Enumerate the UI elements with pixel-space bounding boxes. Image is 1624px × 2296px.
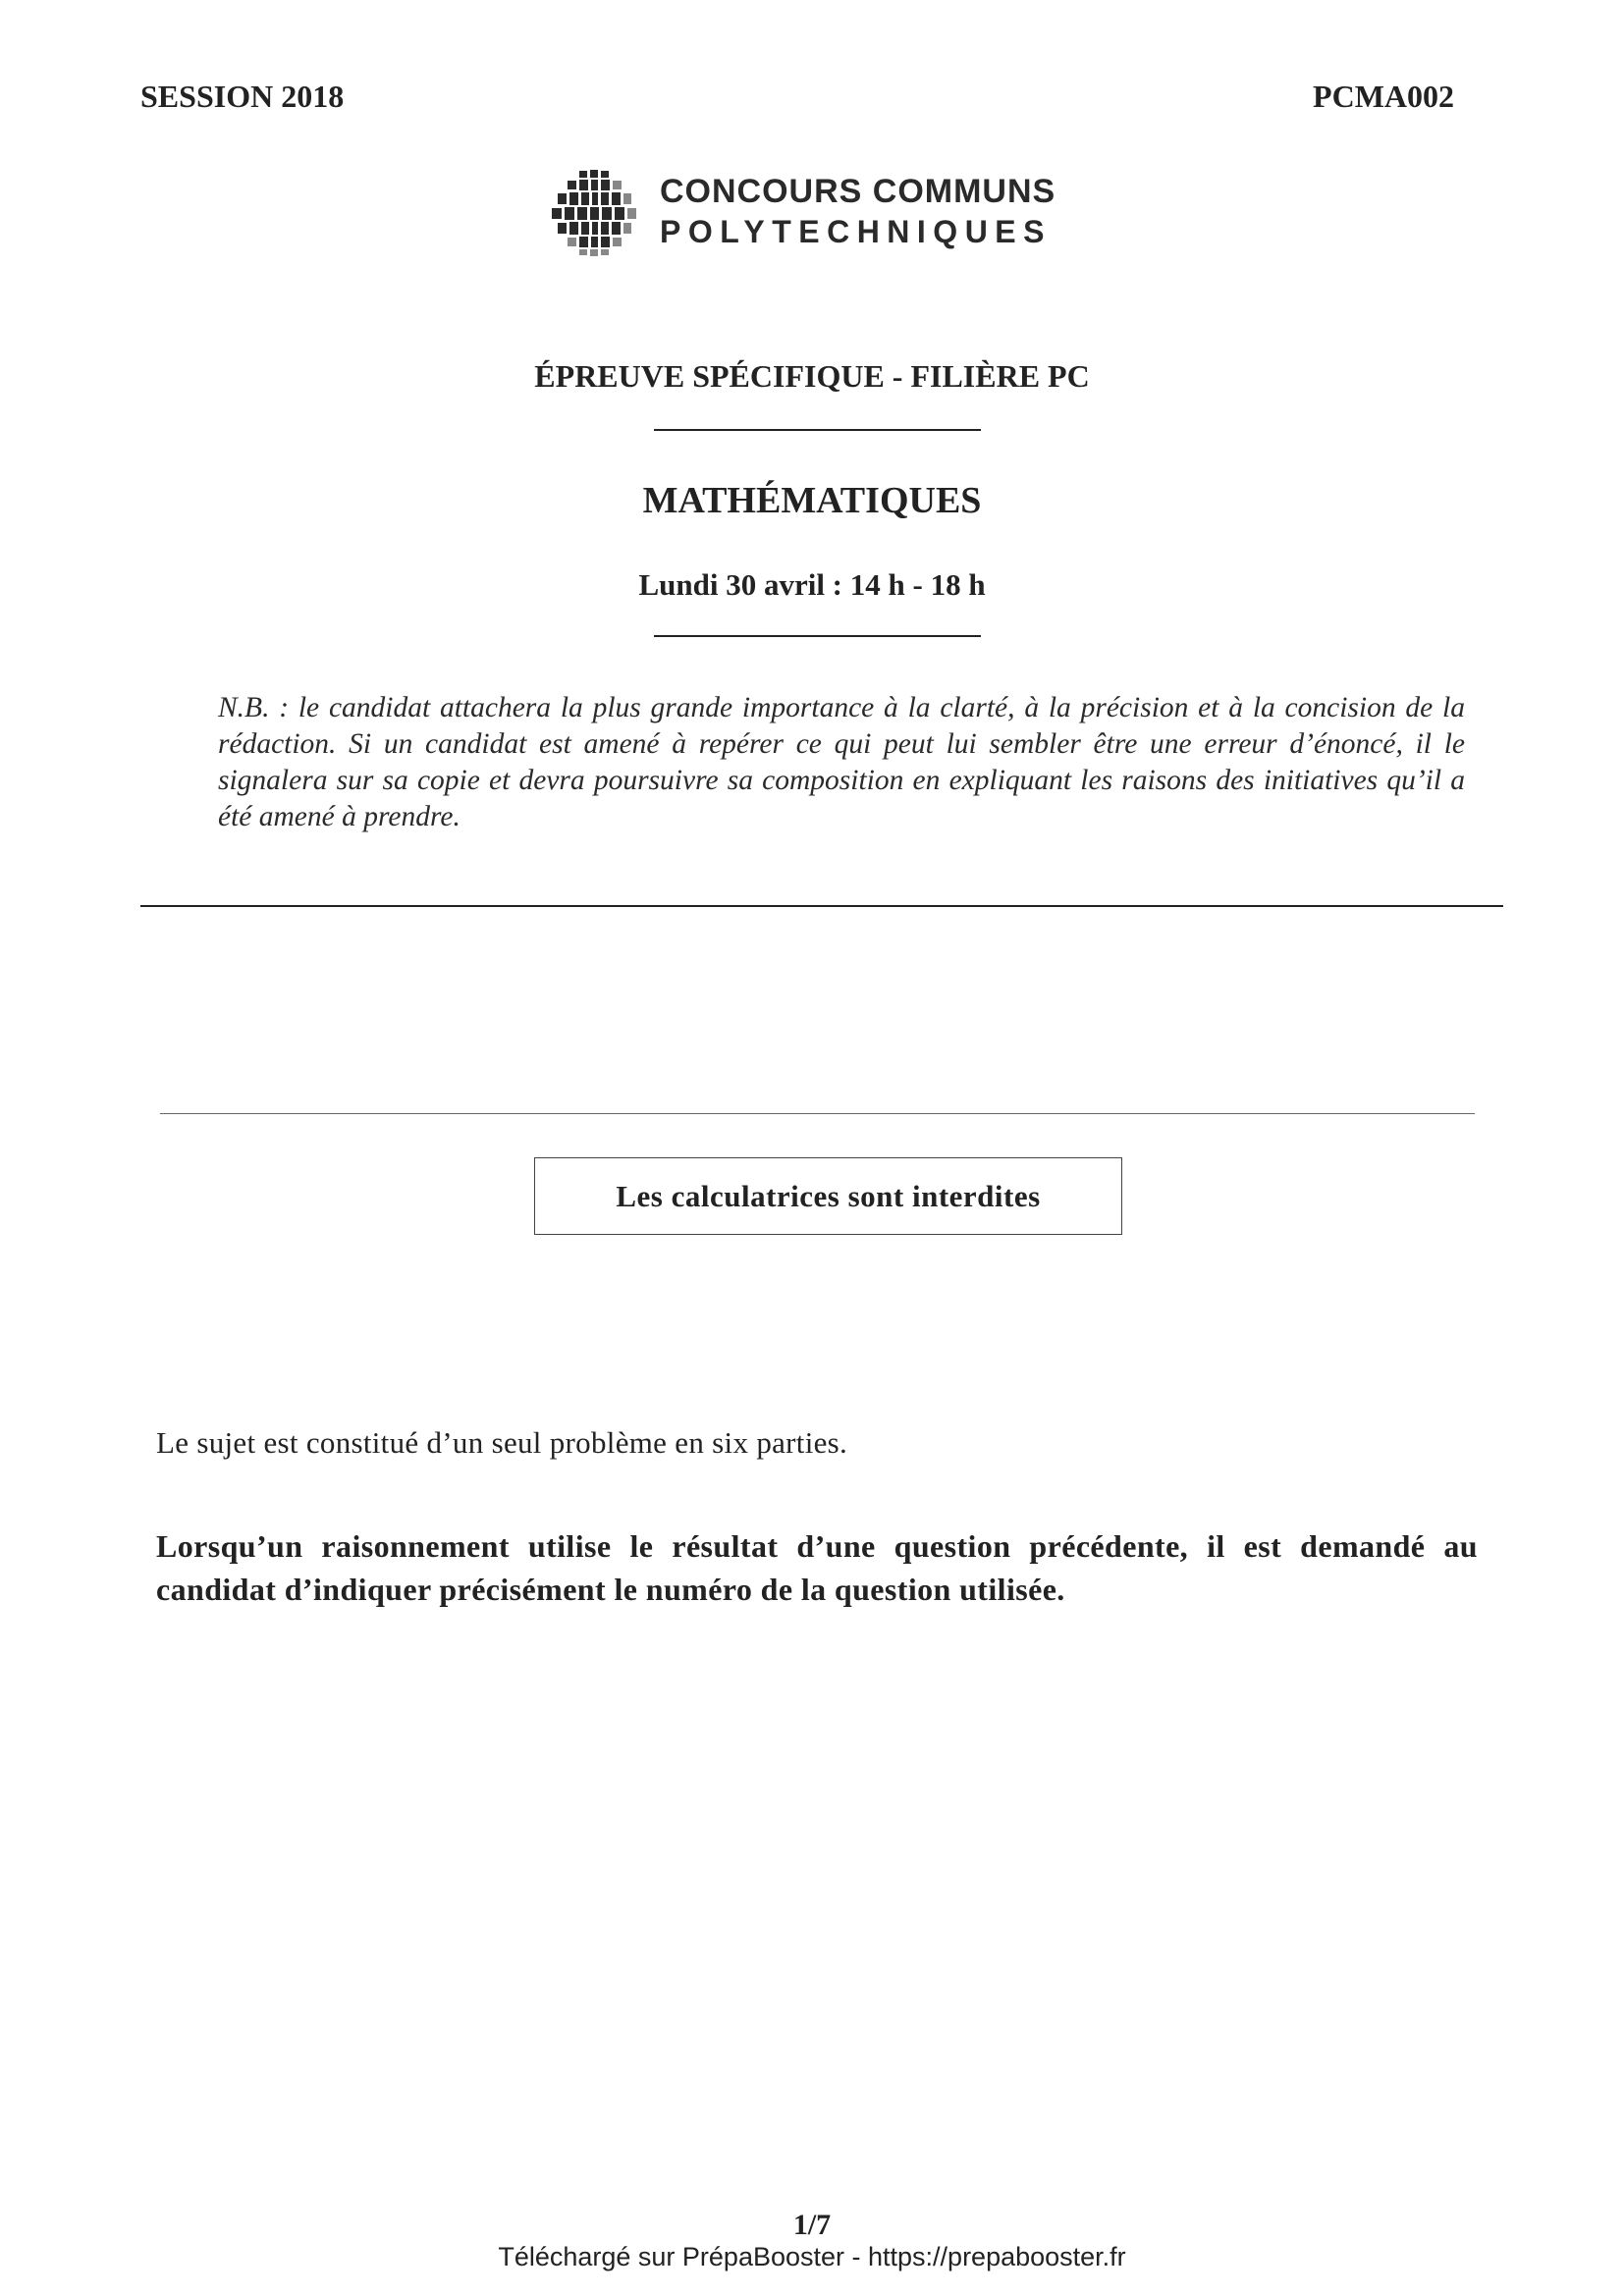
nb-instructions: N.B. : le candidat attachera la plus grande importance à la clarté, à la précision et à la concision de la rédaction. Si un candidat est amené à repérer ce qui peut lui sembler être une erreur d’énoncé, il le signalera sur sa copie et devra poursuivre sa composition en expliquant les raisons des initiatives qu’il a été amené à prendre. [218,692,1465,832]
intro-text: Le sujet est constitué d’un seul problème en six parties. [156,1425,848,1460]
divider-thin [160,1113,1475,1114]
download-footer: Téléchargé sur PrépaBooster - https://prepabooster.fr [498,2242,1126,2271]
logo-text-line2: POLYTECHNIQUES [660,214,1052,249]
calculator-notice [534,1157,1122,1235]
session-label: SESSION 2018 [140,79,345,114]
logo-globe-icon [550,169,638,257]
epreuve-title: ÉPREUVE SPÉCIFIQUE - FILIÈRE PC [534,358,1090,394]
exam-date: Lundi 30 avril : 14 h - 18 h [638,567,986,602]
logo [550,169,1080,257]
calculator-notice-text: Les calculatrices sont interdites [616,1178,1041,1213]
divider-short-bottom [654,635,981,637]
consigne-text: Lorsqu’un raisonnement utilise le résultat d’une question précédente, il est demandé au candidat d’indiquer précisément le numéro de la question utilisée. [156,1528,1478,1607]
divider-long [140,905,1503,907]
page-number: 1/7 [792,2209,832,2241]
page-title: MATHÉMATIQUES [642,480,982,521]
exam-code: PCMA002 [1313,79,1454,114]
logo-text-line1: CONCOURS COMMUNS [660,173,1056,210]
divider-short-top [654,429,981,431]
